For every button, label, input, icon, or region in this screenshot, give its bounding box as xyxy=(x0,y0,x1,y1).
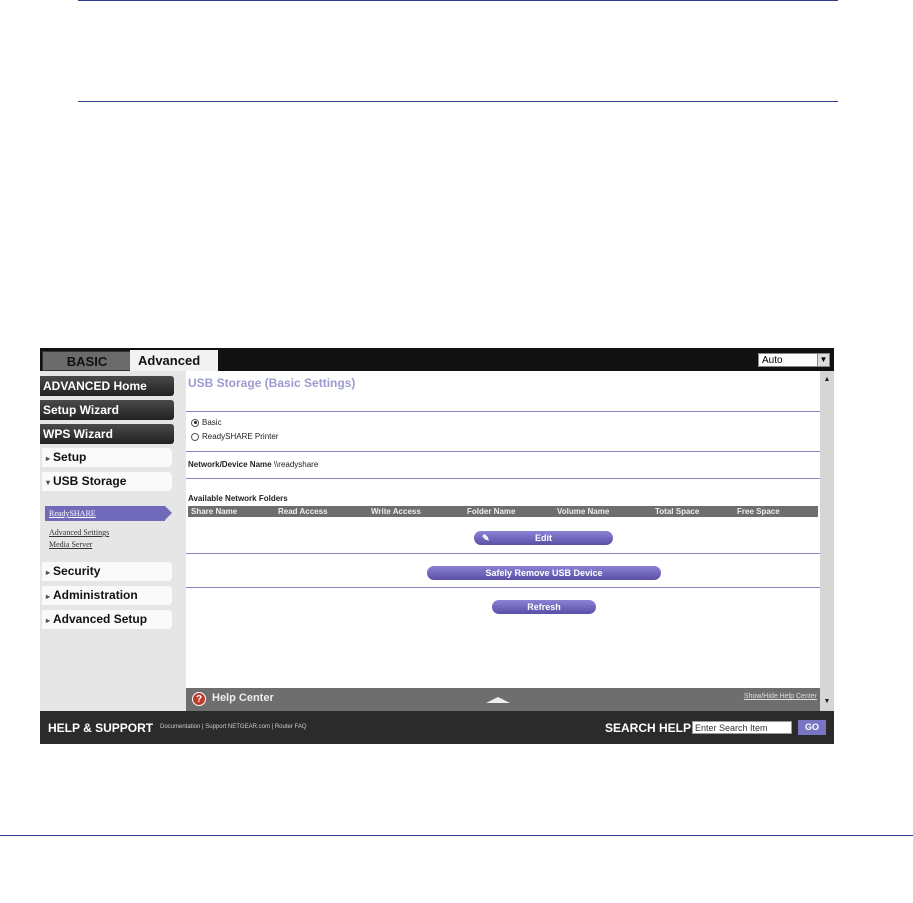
folders-label: Available Network Folders xyxy=(188,494,288,503)
folders-table-header xyxy=(188,506,818,517)
divider xyxy=(186,478,820,479)
column-header: Share Name xyxy=(191,507,238,516)
caret-right-icon: ▸ xyxy=(46,616,51,625)
expand-up-icon[interactable] xyxy=(486,697,510,703)
sidebar-item-label: Advanced Setup xyxy=(53,612,148,626)
divider xyxy=(186,411,820,412)
radio-printer-label: ReadySHARE Printer xyxy=(202,432,279,441)
footer xyxy=(40,711,834,744)
vertical-scrollbar[interactable] xyxy=(820,371,834,711)
sidebar-item-advanced-setup[interactable] xyxy=(42,610,172,629)
caret-right-icon: ▸ xyxy=(46,592,51,601)
column-header: Total Space xyxy=(655,507,700,516)
radio-basic-label: Basic xyxy=(202,418,222,427)
edit-button-label: Edit xyxy=(535,533,552,543)
page-title: USB Storage (Basic Settings) xyxy=(188,376,356,390)
sidebar-setup-wizard[interactable]: Setup Wizard xyxy=(40,400,174,420)
sidebar-item-label: USB Storage xyxy=(53,474,127,488)
sidebar-item-usb-storage[interactable] xyxy=(42,472,172,491)
sidebar-wps-wizard[interactable]: WPS Wizard xyxy=(40,424,174,444)
go-button[interactable]: GO xyxy=(798,720,826,735)
sidebar-item-label: Security xyxy=(53,564,101,578)
scroll-down-icon[interactable]: ▼ xyxy=(823,698,831,705)
safely-remove-usb-button[interactable]: Safely Remove USB Device xyxy=(427,566,661,580)
column-header: Free Space xyxy=(737,507,780,516)
help-center-bar xyxy=(186,688,820,711)
divider xyxy=(186,587,820,588)
sidebar-item-administration[interactable] xyxy=(42,586,172,605)
radio-readyshare-printer[interactable] xyxy=(191,432,278,441)
divider xyxy=(186,553,820,554)
language-select[interactable] xyxy=(758,353,830,367)
column-header: Write Access xyxy=(371,507,421,516)
help-icon[interactable]: ? xyxy=(192,692,206,706)
chevron-down-icon[interactable]: ▼ xyxy=(817,354,829,366)
language-select-value: Auto xyxy=(762,355,783,366)
device-name-row xyxy=(188,460,318,469)
refresh-button[interactable]: Refresh xyxy=(492,600,596,614)
search-input[interactable]: Enter Search Item xyxy=(692,721,792,734)
sidebar-item-setup[interactable] xyxy=(42,448,172,467)
sidebar-item-label: Administration xyxy=(53,588,138,602)
top-rule xyxy=(78,0,838,1)
footer-links[interactable]: Documentation | Support NETGEAR.com | Router FAQ xyxy=(160,724,307,730)
bottom-rule xyxy=(0,835,913,836)
search-help-label: SEARCH HELP xyxy=(605,721,692,735)
radio-unselected-icon[interactable] xyxy=(191,433,199,441)
column-header: Volume Name xyxy=(557,507,610,516)
caret-down-icon: ▾ xyxy=(46,478,51,487)
sidebar-item-security[interactable] xyxy=(42,562,172,581)
show-hide-help-link[interactable]: Show/Hide Help Center xyxy=(743,693,817,700)
sidebar-sub-advanced-settings[interactable]: Advanced Settings xyxy=(49,528,110,537)
help-center-label: Help Center xyxy=(212,692,274,704)
device-name-value: \\readyshare xyxy=(273,460,319,469)
sidebar-item-label: Setup xyxy=(53,450,87,464)
tab-advanced[interactable]: Advanced xyxy=(130,350,218,371)
caret-right-icon: ▸ xyxy=(46,568,51,577)
radio-selected-icon[interactable] xyxy=(191,419,199,427)
pencil-icon: ✎ xyxy=(482,533,490,543)
column-header: Read Access xyxy=(278,507,328,516)
scroll-up-icon[interactable]: ▲ xyxy=(823,376,831,383)
column-header: Folder Name xyxy=(467,507,516,516)
divider xyxy=(186,451,820,452)
device-name-label: Network/Device Name xyxy=(188,460,272,469)
sidebar-advanced-home[interactable]: ADVANCED Home xyxy=(40,376,174,396)
caret-right-icon: ▸ xyxy=(46,454,51,463)
radio-basic[interactable] xyxy=(191,418,222,427)
second-rule xyxy=(78,101,838,102)
help-support-label: HELP & SUPPORT xyxy=(48,721,154,735)
main-content xyxy=(186,371,820,688)
router-ui-screenshot xyxy=(40,348,834,744)
sidebar xyxy=(40,371,186,711)
top-tab-bar xyxy=(40,348,834,371)
sidebar-sub-media-server[interactable]: Media Server xyxy=(49,540,93,549)
edit-button[interactable] xyxy=(474,531,613,545)
sidebar-sub-readyshare[interactable]: ReadySHARE xyxy=(45,506,165,521)
tab-basic[interactable]: BASIC xyxy=(42,351,132,371)
